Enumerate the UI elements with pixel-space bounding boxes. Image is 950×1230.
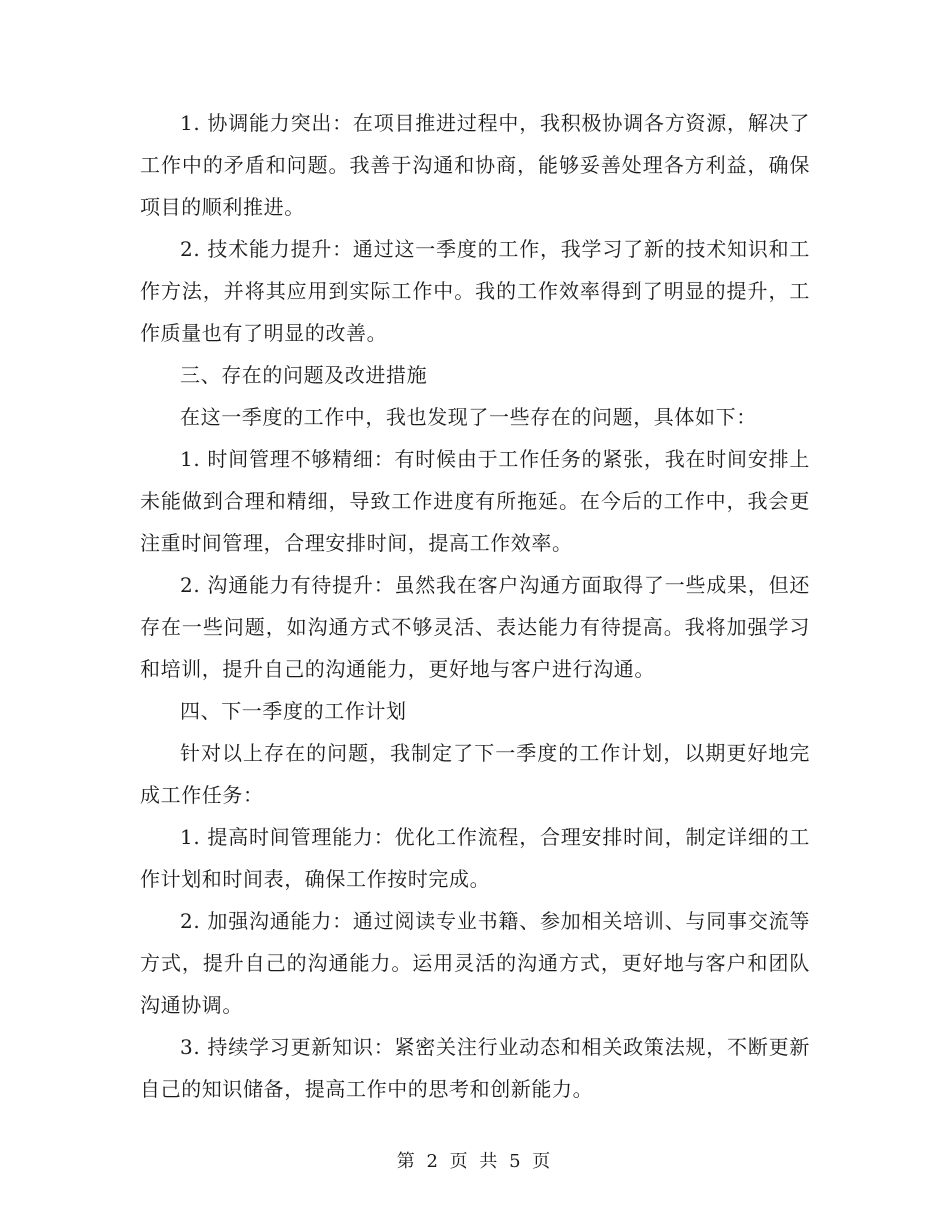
paragraph-problems-intro: 在这一季度的工作中，我也发现了一些存在的问题，具体如下： [180,405,757,429]
paragraph-technical-skills: 2. 技术能力提升：通过这一季度的工作，我学习了新的技术知识和工作方法，并将其应用到实际工作中。我的工作效率得到了明显的提升，工作质量也有了明显的改善。 [140,237,810,345]
paragraph-coordination: 1. 协调能力突出：在项目推进过程中，我积极协调各方资源，解决了工作中的矛盾和问题。我善于沟通和协商，能够妥善处理各方利益，确保项目的顺利推进。 [140,111,810,219]
paragraph-plan-intro: 针对以上存在的问题，我制定了下一季度的工作计划，以期更好地完成工作任务： [140,741,810,807]
section-heading-problems: 三、存在的问题及改进措施 [180,363,428,387]
paragraph-communication: 2. 沟通能力有待提升：虽然我在客户沟通方面取得了一些成果，但还存在一些问题，如沟通方式不够灵活、表达能力有待提高。我将加强学习和培训，提升自己的沟通能力，更好地与客户进行沟通。 [140,573,810,681]
paragraph-plan-time: 1. 提高时间管理能力：优化工作流程，合理安排时间，制定详细的工作计划和时间表，确保工作按时完成。 [140,825,810,891]
paragraph-plan-learning: 3. 持续学习更新知识：紧密关注行业动态和相关政策法规，不断更新自己的知识储备，提高工作中的思考和创新能力。 [140,1035,810,1101]
paragraph-time-management: 1. 时间管理不够精细：有时候由于工作任务的紧张，我在时间安排上未能做到合理和精细，导致工作进度有所拖延。在今后的工作中，我会更注重时间管理，合理安排时间，提高工作效率。 [140,447,810,555]
paragraph-plan-communication: 2. 加强沟通能力：通过阅读专业书籍、参加相关培训、与同事交流等方式，提升自己的沟通能力。运用灵活的沟通方式，更好地与客户和团队沟通协调。 [140,909,810,1017]
page-number-footer: 第 2 页 共 5 页 [396,1151,554,1172]
document-body [140,102,810,1110]
section-heading-next-plan: 四、下一季度的工作计划 [180,699,407,723]
